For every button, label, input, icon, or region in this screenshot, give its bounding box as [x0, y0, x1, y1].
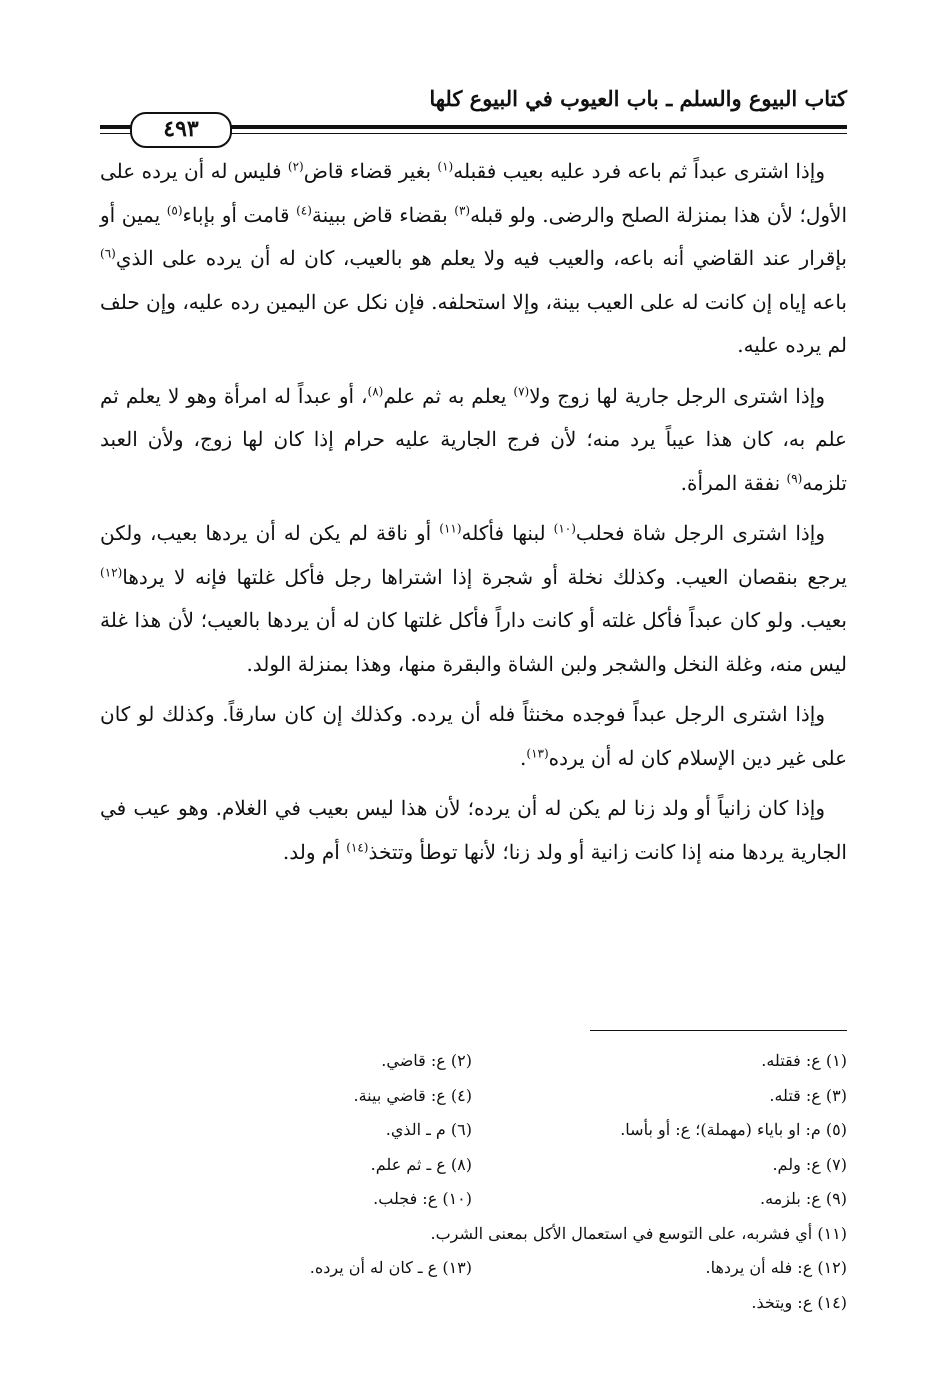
paragraph-milked-sheep	[100, 512, 847, 686]
text-run: باعه إياه إن كانت له على العيب بينة، وإلا استحلفه. فإن نكل عن اليمين رده عليه، وإن حلف لم يرده عليه.	[100, 289, 847, 357]
text-run: وإذا اشترى الرجل شاة فحلب	[575, 521, 825, 545]
footnote-row	[100, 1217, 847, 1252]
text-run: يعلم به ثم علم	[383, 383, 514, 408]
footnote-1: (١) ع: فقتله.	[761, 1051, 847, 1070]
footnote-14: (١٤) ع: ويتخذ.	[751, 1292, 847, 1312]
text-run: أو ناقة لم يكن له أن يردها بعيب، ولكن يرجع بنقصان العيب. وكذلك نخلة أو شجرة إذا اشتراها رجل فأكل غلتها فإنه لا يردها	[100, 521, 847, 589]
footnote-ref: (١٢)	[100, 564, 123, 579]
text-run: فليس له أن يرده على الأول؛ لأن هذا بمنزلة الصلح والرضى. ولو قبله	[100, 159, 847, 227]
paragraph-adulterer	[100, 787, 847, 874]
running-header-title: كتاب البيوع والسلم ـ باب العيوب في البيوع كلها	[429, 86, 847, 111]
footnote-10: (١٠) ع: فجلب.	[373, 1189, 472, 1208]
footnote-ref: (٣)	[454, 202, 471, 217]
footnote-row	[100, 1251, 847, 1286]
footnote-3: (٣) ع: قتله.	[769, 1085, 847, 1105]
footnote-11: (١١) أي فشربه، على التوسع في استعمال الأكل بمعنى الشرب.	[430, 1223, 847, 1243]
paragraph-resale-defect	[100, 150, 847, 368]
main-text	[100, 150, 847, 881]
footnote-row	[100, 1286, 847, 1321]
text-run: ، أو عبداً له امرأة وهو لا يعلم ثم علم به، كان هذا عيباً يرد منه؛ لأن فرج الجارية عليه حرام إذا كان لها زوج، ولأن العبد تلزمه	[100, 383, 847, 495]
footnote-row	[100, 1148, 847, 1183]
footnote-6: (٦) م ـ الذي.	[385, 1120, 472, 1139]
footnote-ref: (٧)	[513, 383, 530, 398]
footnote-ref: (١٠)	[553, 521, 576, 536]
text-run: قامت أو بإباء	[182, 202, 297, 227]
text-run: وإذا اشترى الرجل عبداً فوجده مخنثاً فله أن يرده. وكذلك إن كان سارقاً. وكذلك لو كان على غير دين الإسلام كان له أن يرده	[100, 702, 847, 770]
footnote-separator	[590, 1030, 847, 1031]
text-run: بعيب. ولو كان عبداً فأكل غلته أو كانت داراً فأكل غلتها كان له أن يردها بالعيب؛ لأن هذا غلة ليس منه، وغلة النخل والشجر ولبن الشاة والبقرة منها، وهذا بمنزلة الولد.	[100, 608, 847, 676]
footnote-ref: (٢)	[287, 159, 304, 174]
text-run: بقضاء قاض ببينة	[311, 202, 455, 227]
footnote-ref: (١٣)	[526, 745, 549, 760]
footnote-ref: (١)	[437, 159, 454, 174]
footnote-ref: (٨)	[367, 383, 384, 398]
page-number: ٤٩٣	[130, 112, 232, 148]
footnote-8: (٨) ع ـ ثم علم.	[370, 1154, 472, 1174]
text-run: وإذا اشترى عبداً ثم باعه فرد عليه بعيب فقبله	[453, 159, 825, 183]
footnote-ref: (٩)	[786, 470, 803, 485]
paragraph-married-slave-girl	[100, 375, 847, 506]
footnote-ref: (٤)	[296, 202, 312, 217]
text-run: .	[520, 745, 527, 770]
footnote-row	[100, 1079, 847, 1114]
footnote-row	[100, 1113, 847, 1148]
footnote-12: (١٢) ع: فله أن يردها.	[705, 1258, 847, 1277]
footnote-9: (٩) ع: بلزمه.	[759, 1189, 847, 1208]
text-run: بغير قضاء قاض	[303, 159, 438, 183]
footnote-ref: (٦)	[100, 246, 116, 261]
footnotes	[100, 1044, 847, 1320]
footnote-ref: (١١)	[439, 521, 462, 536]
text-run: وإذا كان زانياً أو ولد زنا لم يكن له أن يرده؛ لأن هذا ليس بعيب في الغلام. وهو عيب في الجارية يردها منه إذا كانت زانية أو ولد زنا؛ لأنها توطأ وتتخذ	[100, 796, 847, 864]
footnote-row	[100, 1182, 847, 1217]
text-run: نفقة المرأة.	[680, 470, 787, 495]
footnote-4: (٤) ع: قاضي بينة.	[353, 1085, 472, 1105]
footnote-7: (٧) ع: ولم.	[772, 1154, 847, 1174]
text-run: أم ولد.	[282, 839, 347, 864]
footnote-row	[100, 1044, 847, 1079]
footnote-ref: (١٤)	[346, 839, 369, 854]
text-run: لبنها فأكله	[461, 521, 554, 545]
footnote-ref: (٥)	[166, 202, 183, 217]
paragraph-effeminate-slave	[100, 693, 847, 780]
footnote-5: (٥) م: او باياء (مهملة)؛ ع: أو بأسا.	[620, 1120, 847, 1139]
text-run: وإذا اشترى الرجل جارية لها زوج ولا	[529, 383, 825, 408]
footnote-2: (٢) ع: قاضي.	[381, 1051, 472, 1070]
footnote-13: (١٣) ع ـ كان له أن يرده.	[309, 1258, 472, 1277]
text-run: يمين أو بإقرار عند القاضي أنه باعه، والعيب فيه ولا يعلم هو بالعيب، كان له أن يرده على الذي	[100, 202, 847, 270]
